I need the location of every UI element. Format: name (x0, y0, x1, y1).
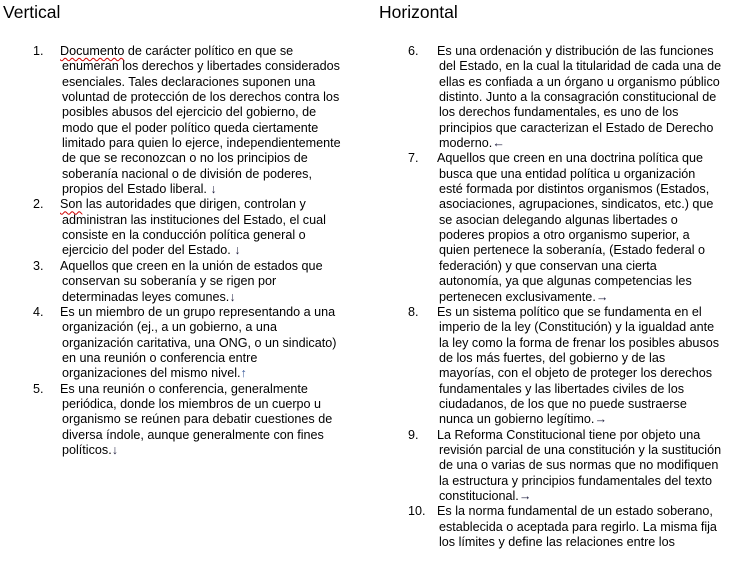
clue-number: 4. (33, 304, 44, 319)
clue-text: Es un miembro de un grupo representando a una (60, 304, 336, 319)
clue-text-line (374, 351, 748, 366)
clue-text: establecida o aceptada para regirlo. La misma fija (439, 519, 717, 534)
clue-text-line (374, 259, 748, 274)
spellcheck-flagged-word: Son (60, 197, 83, 212)
clue-text-line (374, 228, 748, 243)
clue-text-line (374, 105, 748, 120)
clue-text-line (0, 382, 374, 397)
clue-text: fundamentales y las libertades civiles de los (439, 381, 685, 396)
clue-text: posibles abusos del ejercicio del gobierno, de (62, 105, 317, 120)
direction-arrow-icon: ↓ (111, 442, 118, 457)
direction-arrow-icon: ↑ (240, 366, 247, 381)
clue-text: soberanía nacional o de división de poderes, (62, 166, 312, 181)
direction-arrow-icon: → (518, 488, 532, 503)
clue-text: pertenecen exclusivamente. (439, 289, 596, 304)
clue-text-line (0, 259, 374, 274)
column-title-horizontal: Horizontal (379, 2, 458, 22)
clue-text-line (0, 213, 374, 228)
clue-item (374, 428, 748, 505)
clue-text-line (0, 136, 374, 151)
clue-text: de carácter político en que se (124, 44, 294, 58)
clue-text-line (0, 366, 374, 381)
clue-text-line (374, 182, 748, 197)
clue-text-line (374, 504, 748, 519)
clue-text-line (374, 59, 748, 74)
clue-text-line (374, 320, 748, 335)
clue-text: de una o varias de sus normas que no modifiquen (439, 458, 719, 473)
clue-text: esté formada por distintos organismos (Estados, (439, 182, 710, 197)
clue-text-line (374, 121, 748, 136)
clue-text-line (374, 274, 748, 289)
clue-text: ciudadanos, de los que no puede sustraerse (439, 396, 687, 411)
clue-text-line (0, 351, 374, 366)
clue-item (374, 44, 748, 151)
clue-text: enumeran los derechos y libertades considerados (62, 59, 340, 74)
clue-item (0, 305, 374, 382)
clue-text-line (374, 290, 748, 305)
clue-text: ellas es confiada a un órgano u organismo público (439, 74, 720, 89)
clue-text-line (0, 443, 374, 458)
clue-number: 10. (408, 504, 426, 519)
clue-text-line (374, 535, 748, 550)
clue-number: 1. (33, 44, 44, 58)
clue-text-line (374, 167, 748, 182)
column-title-vertical: Vertical (3, 2, 61, 22)
clue-text-line (374, 412, 748, 427)
clue-text: distinto. Junto a la consagración constitucional de (439, 90, 717, 105)
clue-text: diversa índole, aunque generalmente con fines (62, 427, 324, 442)
clue-text: los límites y define las relaciones entre los (439, 535, 675, 549)
clue-text: organización caritativa, una ONG, o un sindicato) (62, 335, 337, 350)
clue-text: administran las instituciones del Estado, el cual (62, 212, 326, 227)
clue-text: limitado para quien lo ejerce, independientemente (62, 136, 341, 151)
clue-item (374, 305, 748, 428)
clue-text-line (0, 336, 374, 351)
clue-text: la estructura y principios fundamentales del texto (439, 473, 713, 488)
clue-text-line (0, 167, 374, 182)
clue-text: principios que caracterizan el Estado de Derecho (439, 120, 714, 135)
clue-number: 3. (33, 258, 44, 273)
clue-text-line (374, 44, 748, 59)
clue-item (0, 44, 374, 197)
clue-text: los derechos fundamentales, es uno de los (439, 105, 679, 120)
clue-text: autonomía, ya que algunas competencias les (439, 274, 692, 289)
clue-text-line (374, 443, 748, 458)
clue-text: propios del Estado liberal. (62, 182, 211, 197)
vertical-clue-list (0, 44, 374, 458)
clue-text-line (374, 458, 748, 473)
clue-text-line (374, 90, 748, 105)
clue-text: Es una reunión o conferencia, generalmente (60, 381, 308, 396)
clue-number: 9. (408, 427, 419, 442)
clue-text: esenciales. Tales declaraciones suponen una (62, 74, 316, 89)
clue-text: busca que una entidad política u organización (439, 166, 696, 181)
clue-text-line (0, 75, 374, 90)
clue-text: en una reunión o conferencia entre (62, 350, 258, 365)
spellcheck-flagged-word: Documento (60, 44, 125, 58)
clue-text-line (374, 75, 748, 90)
clue-text: asociaciones, agrupaciones, sindicatos, etc.) que (439, 197, 714, 212)
clue-text-line (374, 243, 748, 258)
direction-arrow-icon: → (595, 289, 609, 304)
clue-text-line (0, 44, 374, 59)
clue-text: quien pertenece la soberanía, (Estado federal o (439, 243, 706, 258)
clue-text-line (0, 228, 374, 243)
clue-text: de que se reconozcan o no los principios de (62, 151, 308, 166)
clue-text: periódica, donde los miembros de un cuerpo u (62, 396, 322, 411)
clue-text-line (374, 382, 748, 397)
clue-text-line (0, 151, 374, 166)
clue-text-line (374, 366, 748, 381)
clue-text: imperio de la ley (Constitución) y la igualdad ante (439, 320, 715, 335)
clue-text: políticos. (62, 442, 112, 457)
clue-item (374, 151, 748, 304)
clue-text-line (0, 197, 374, 212)
clue-text-line (374, 305, 748, 320)
clue-text-line (374, 136, 748, 151)
direction-arrow-icon: ↓ (234, 243, 241, 258)
clue-text-line (374, 151, 748, 166)
clue-text-line (374, 197, 748, 212)
clue-number: 5. (33, 381, 44, 396)
clue-number: 7. (408, 151, 419, 166)
clue-text: modo que el poder político queda ciertamente (62, 120, 319, 135)
clue-text-line (374, 336, 748, 351)
direction-arrow-icon: ↓ (229, 289, 236, 304)
clue-text: Es una ordenación y distribución de las funciones (437, 44, 714, 58)
clue-text: se asocian delegando algunas libertades o (439, 212, 678, 227)
clue-text-line (0, 320, 374, 335)
clue-text-line (0, 397, 374, 412)
clue-text: Es un sistema político que se fundamenta en el (437, 304, 702, 319)
clue-number: 2. (33, 197, 44, 212)
clue-text: Aquellos que creen en la unión de estados que (60, 258, 323, 273)
clue-text: ejercicio del poder del Estado. (62, 243, 235, 258)
clue-text: moderno. (439, 136, 493, 151)
clue-number: 6. (408, 44, 419, 58)
clue-text-line (0, 243, 374, 258)
clue-text: organizaciones del mismo nivel. (62, 366, 241, 381)
clue-item (0, 197, 374, 258)
clue-text: poderes propios a otro organismo superior, a (439, 228, 690, 243)
clue-text-line (374, 428, 748, 443)
clue-text: del Estado, en la cual la titularidad de cada una de (439, 59, 722, 74)
clue-item (0, 382, 374, 459)
clue-text: organización (ej., a un gobierno, a una (62, 320, 277, 335)
clue-text-line (0, 90, 374, 105)
clue-text-line (374, 489, 748, 504)
clue-text: mayorías, con el objeto de proteger los derechos (439, 366, 713, 381)
clue-text: La Reforma Constitucional tiene por objeto una (437, 427, 701, 442)
clue-item (0, 259, 374, 305)
clue-text: federación) y que conservan una cierta (439, 258, 657, 273)
clue-text: revisión parcial de una constitución y la sustitución (439, 442, 722, 457)
clue-text-line (0, 59, 374, 74)
clue-text: constitucional. (439, 488, 519, 503)
clue-number: 8. (408, 304, 419, 319)
clue-text: las autoridades que dirigen, controlan y (82, 197, 306, 212)
clue-text: de los más fuertes, del gobierno y de las (439, 350, 666, 365)
clue-text: conservan su soberanía y se rigen por (62, 274, 277, 289)
clue-text-line (0, 290, 374, 305)
clue-text-line (374, 213, 748, 228)
clue-text: organismo se reúnen para debatir cuestiones de (62, 412, 333, 427)
clue-text-line (374, 474, 748, 489)
clue-text-line (0, 274, 374, 289)
clue-text: nunca un gobierno legítimo. (439, 412, 595, 427)
clue-text-line (374, 520, 748, 535)
clue-text: determinadas leyes comunes. (62, 289, 230, 304)
clue-text: Aquellos que creen en una doctrina política que (437, 151, 704, 166)
clue-text: la ley como la forma de frenar los posibles abusos (439, 335, 720, 350)
direction-arrow-icon: ↓ (210, 182, 217, 197)
clue-text-line (0, 428, 374, 443)
clue-text-line (0, 182, 374, 197)
clue-text-line (0, 412, 374, 427)
clue-text: consiste en la conducción política general o (62, 228, 306, 243)
direction-arrow-icon: ← (492, 136, 505, 151)
clue-text-line (0, 105, 374, 120)
clue-item (374, 504, 748, 550)
clue-text: Es la norma fundamental de un estado soberano, (437, 504, 713, 519)
direction-arrow-icon: → (594, 412, 608, 427)
clue-text: voluntad de protección de los derechos contra los (62, 90, 340, 105)
horizontal-clue-list (374, 44, 748, 550)
clue-text-line (374, 397, 748, 412)
clue-text-line (0, 305, 374, 320)
clue-text-line (0, 121, 374, 136)
